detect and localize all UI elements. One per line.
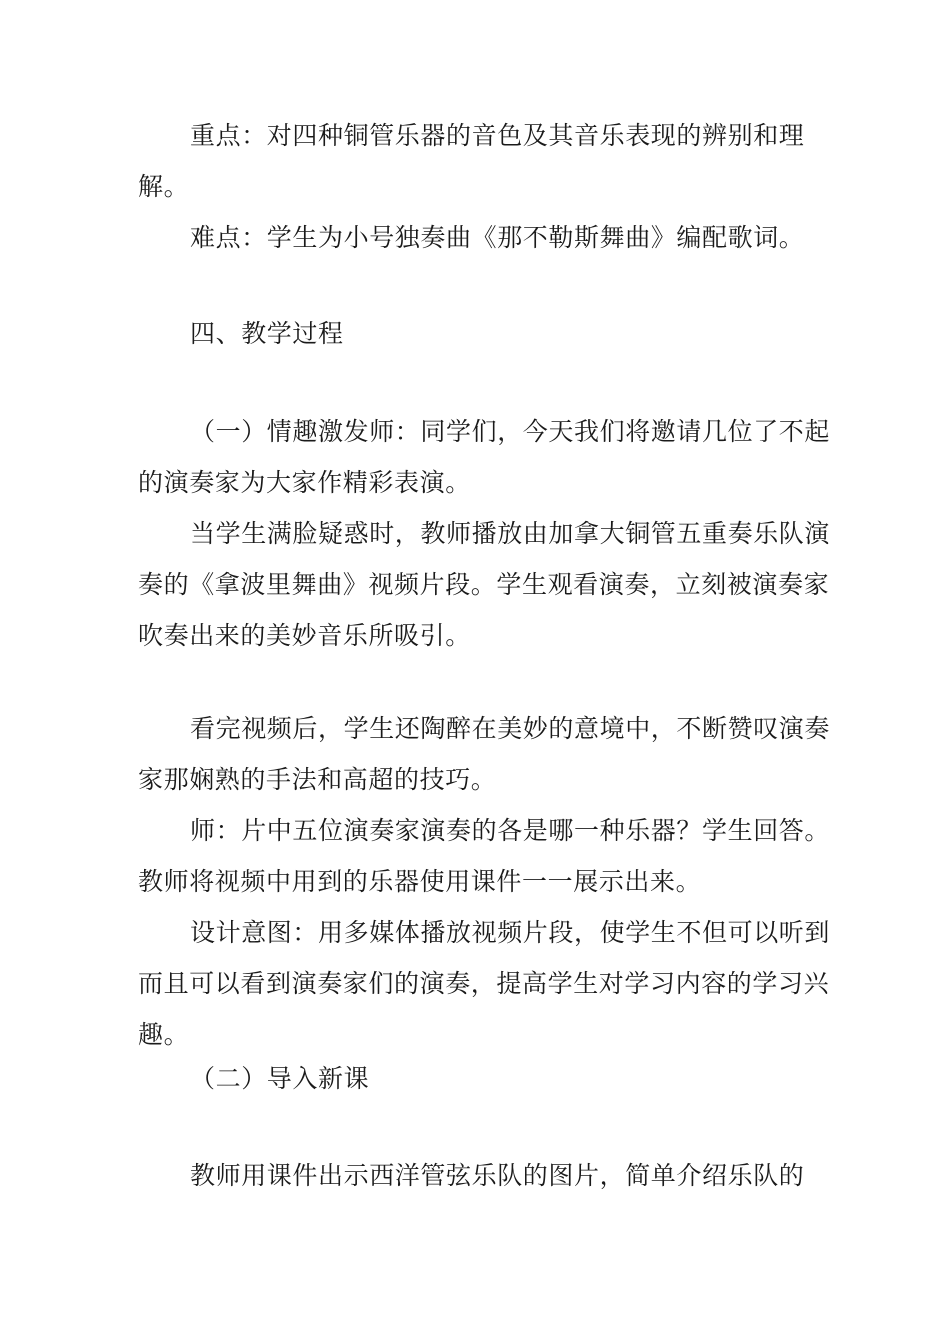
paragraph-interest-stimulation: （一）情趣激发师：同学们，今天我们将邀请几位了不起的演奏家为大家作精彩表演。 — [138, 417, 831, 497]
subsection-heading-introduction: （二）导入新课 — [190, 1064, 370, 1093]
paragraph-design-intent: 设计意图：用多媒体播放视频片段，使学生不但可以听到而且可以看到演奏家们的演奏，提高学生对学习内容的学习兴趣。 — [138, 918, 831, 1049]
paragraph-difficult-points: 难点：学生为小号独奏曲《那不勒斯舞曲》编配歌词。 — [190, 223, 805, 252]
paragraph-after-video: 看完视频后，学生还陶醉在美妙的意境中，不断赞叹演奏家那娴熟的手法和高超的技巧。 — [138, 714, 831, 794]
paragraph-teacher-question: 师：片中五位演奏家演奏的各是哪一种乐器？学生回答。教师将视频中用到的乐器使用课件一一展示出来。 — [138, 816, 831, 896]
paragraph-video-playback: 当学生满脸疑惑时，教师播放由加拿大铜管五重奏乐队演奏的《拿波里舞曲》视频片段。学生观看演奏，立刻被演奏家吹奏出来的美妙音乐所吸引。 — [138, 519, 831, 650]
paragraph-orchestra-intro: 教师用课件出示西洋管弦乐队的图片，简单介绍乐队的 — [190, 1161, 805, 1190]
section-heading-teaching-process: 四、教学过程 — [190, 319, 344, 348]
paragraph-key-points: 重点：对四种铜管乐器的音色及其音乐表现的辨别和理解。 — [138, 121, 805, 201]
